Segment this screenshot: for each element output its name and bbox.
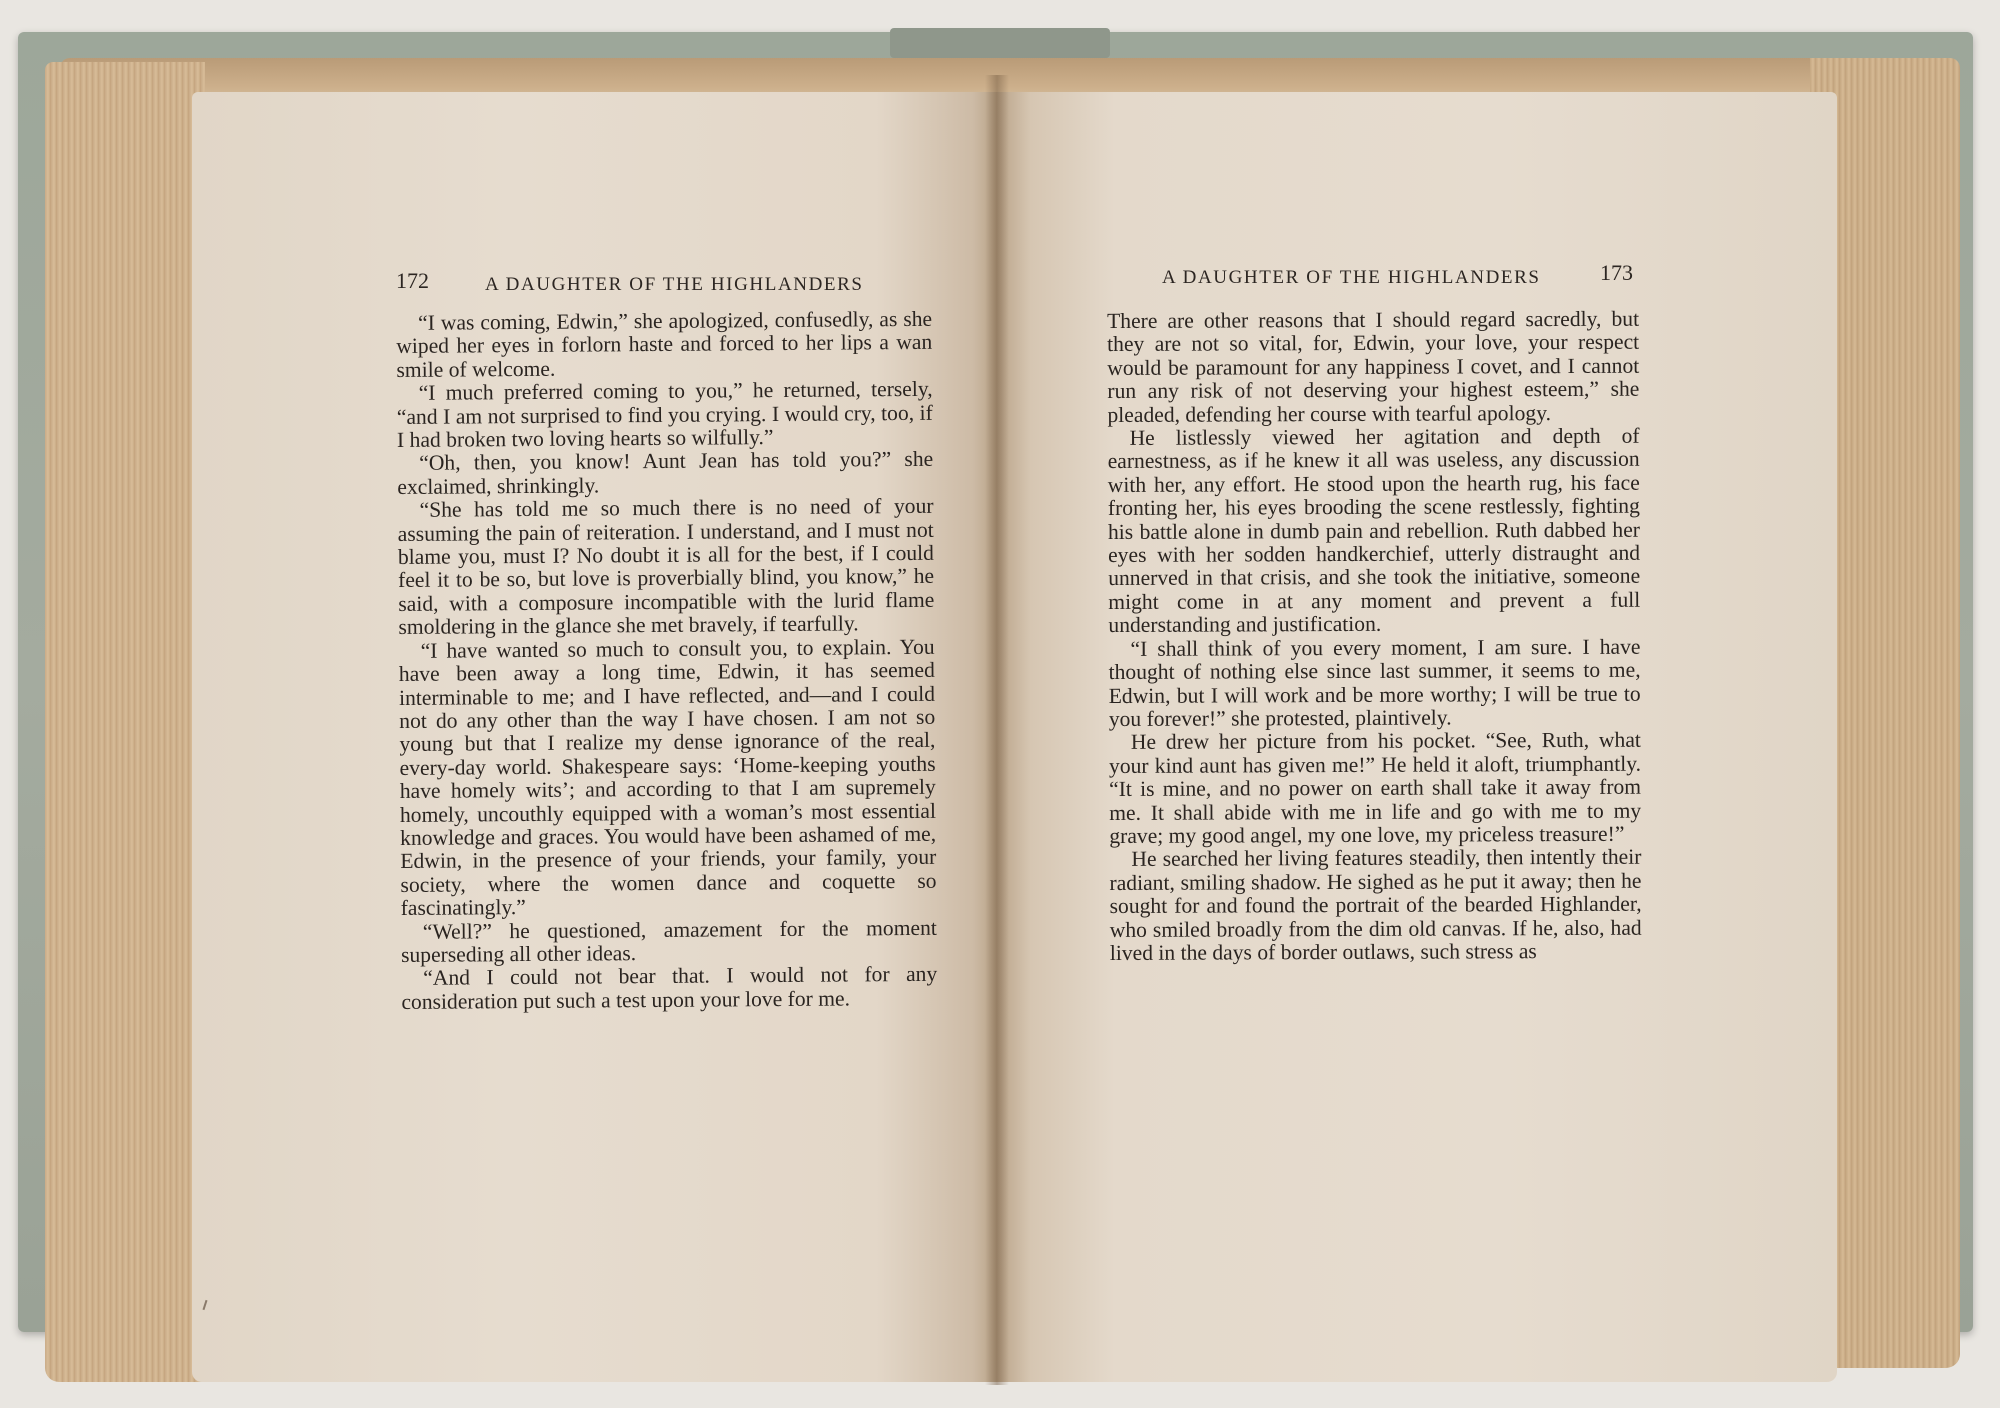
paragraph: “She has told me so much there is no need of your assuming the pain of reiteration. I understand, and I must not blame you, must I? No doubt it is all for the best, if I could feel it to be so, but love is proverbially blind, you know,” he said, with a composure incompatible with the lurid flame smoldering in the glance she met bravely, if tearfully. xyxy=(397,494,935,640)
page-edges-left xyxy=(45,62,205,1382)
paragraph: “Oh, then, you know! Aunt Jean has told you?” she exclaimed, shrinkingly. xyxy=(397,447,934,499)
paragraph: “I much preferred coming to you,” he returned, tersely, “and I am not surprised to find you crying. I would cry, too, if I had broken two loving hearts so wilfully.” xyxy=(396,377,933,453)
right-page-text xyxy=(1107,308,1642,966)
paragraph: He searched her living features steadily, then intently their radiant, smiling shadow. He sighed as he put it away; then he sought for and found the portrait of the bearded Highlander, who smiled broadly from the dim old canvas. If he, also, had lived in the days of border outlaws, such stress as xyxy=(1109,845,1642,965)
paragraph: He drew her picture from his pocket. “See, Ruth, what your kind aunt has given me!” He held it aloft, triumphantly. “It is mine, and no power on earth shall take it away from me. It shall abide with me in life and go with me to my grave; my good angel, my one love, my priceless treasure!” xyxy=(1108,727,1642,848)
left-page-text xyxy=(396,308,937,1014)
left-running-head: A DAUGHTER OF THE HIGHLANDERS xyxy=(485,274,864,295)
book-spine xyxy=(890,28,1110,58)
paragraph: He listlessly viewed her agitation and depth of earnestness, as if he knew it all was useless, any discussion with her, any effort. He stood upon the hearth rug, his face fronting her, his eyes brooding the scene restlessly, fighting his battle alone in dumb pain and rebellion. Ruth dabbed her eyes with her sodden handkerchief, utterly distraught and unnerved in that crisis, and she took the initiative, someone might come in at any moment and prevent a full understanding and justification. xyxy=(1107,423,1641,638)
paragraph: There are other reasons that I should regard sacredly, but they are not so vital, for, Edwin, your love, your respect would be paramount for any happiness I covet, and I cannot run any risk of not deserving your highest esteem,” she pleaded, defending her course with tearful apology. xyxy=(1106,306,1640,427)
paragraph: “I was coming, Edwin,” she apologized, confusedly, as she wiped her eyes in forlorn haste and forced to her lips a wan smile of welcome. xyxy=(396,306,933,382)
paragraph: “And I could not bear that. I would not for any consideration put such a test upon your love for me. xyxy=(401,962,938,1014)
paragraph: “Well?” he questioned, amazement for the moment superseding all other ideas. xyxy=(400,915,937,967)
paragraph: “I have wanted so much to consult you, to explain. You have been away a long time, Edwin, it has seemed interminable to me; and I have reflected, and—and I could not do any other than the way I have chosen. I am not so young but that I realize my dense ignorance of the real, every-day world. Shakespeare says: ‘Home-keeping youths have homely wits’; and according to that I am supremely homely, uncouthly equipped with a woman’s most essential knowledge and graces. You would have been ashamed of me, Edwin, in the presence of your friends, your family, your society, where the women dance and coquette so fascinatingly.” xyxy=(398,634,937,921)
right-page-number: 173 xyxy=(1600,260,1633,285)
book-gutter xyxy=(985,75,1009,1385)
right-running-head: A DAUGHTER OF THE HIGHLANDERS xyxy=(1162,267,1541,288)
left-page-number: 172 xyxy=(396,268,429,293)
paragraph: “I shall think of you every moment, I am sure. I have thought of nothing else since last summer, it seems to me, Edwin, but I will work and be more worthy; I will be true to you forever!” she protested, plaintively. xyxy=(1108,634,1641,731)
